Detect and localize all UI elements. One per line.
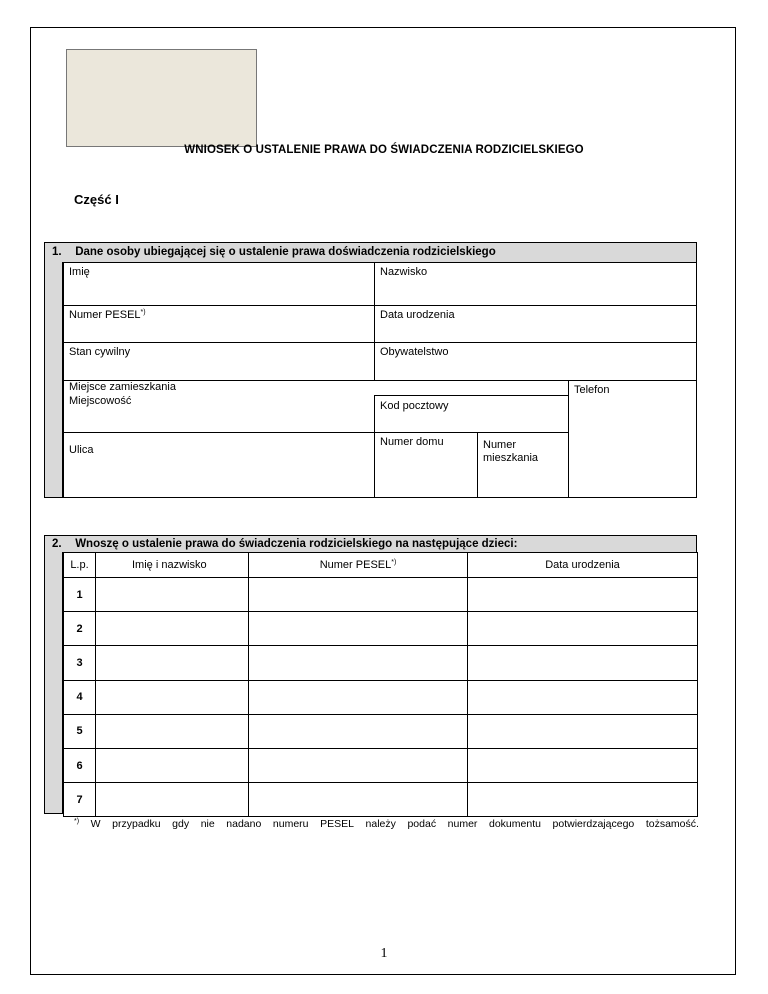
- citizenship-label: Obywatelstwo: [380, 346, 449, 358]
- section1-gutter: [44, 262, 63, 498]
- child-pesel-cell[interactable]: [249, 783, 468, 817]
- footnote-word: gdy: [172, 818, 190, 830]
- row-number: 4: [64, 680, 96, 714]
- pesel-label: Numer PESEL: [69, 309, 141, 321]
- footnote-word: należy: [365, 818, 396, 830]
- footnote-word: nadano: [226, 818, 262, 830]
- child-birth-date-cell[interactable]: [468, 646, 698, 680]
- last-name-label: Nazwisko: [380, 266, 428, 278]
- apartment-number-field[interactable]: [477, 432, 569, 498]
- residence-label: Miejsce zamieszkania: [64, 381, 364, 395]
- marital-status-label: Stan cywilny: [69, 346, 131, 358]
- pesel-field[interactable]: [63, 305, 375, 343]
- first-name-label: Imię: [69, 266, 90, 278]
- table-row: [64, 783, 698, 817]
- street-field[interactable]: [64, 433, 372, 497]
- phone-field[interactable]: [568, 380, 697, 498]
- column-header-birth-date: Data urodzenia: [468, 553, 698, 578]
- child-pesel-cell[interactable]: [249, 714, 468, 748]
- children-table-header: [64, 553, 698, 578]
- document-page: [30, 27, 736, 975]
- postal-code-field[interactable]: [374, 395, 569, 433]
- row-number: 2: [64, 612, 96, 646]
- footnote-word: tożsamość.: [645, 818, 699, 830]
- child-name-cell[interactable]: [96, 578, 249, 612]
- table-row: [64, 578, 698, 612]
- column-header-pesel-label: Numer PESEL: [319, 559, 392, 571]
- child-pesel-cell[interactable]: [249, 748, 468, 782]
- child-pesel-cell[interactable]: [249, 578, 468, 612]
- footnote-word: numeru: [272, 818, 309, 830]
- house-number-label: Numer domu: [380, 436, 444, 448]
- city-label: Miejscowość: [69, 395, 132, 407]
- child-birth-date-cell[interactable]: [468, 714, 698, 748]
- row-number: 5: [64, 714, 96, 748]
- section2-title: Wnoszę o ustalenie prawa do świadczenia rodzicielskiego na następujące dzieci:: [75, 538, 518, 550]
- child-name-cell[interactable]: [96, 612, 249, 646]
- footnote-word: W: [90, 818, 101, 830]
- document-title: WNIOSEK O USTALENIE PRAWA DO ŚWIADCZENIA RODZICIELSKIEGO: [184, 144, 584, 156]
- child-birth-date-cell[interactable]: [468, 748, 698, 782]
- child-name-cell[interactable]: [96, 680, 249, 714]
- table-row: [64, 714, 698, 748]
- house-number-field[interactable]: [374, 432, 478, 498]
- footnote-word: numer: [447, 818, 478, 830]
- footnote-word: potwierdzającego: [552, 818, 635, 830]
- footnote-word: dokumentu: [489, 818, 541, 830]
- birth-date-field[interactable]: [374, 305, 697, 343]
- section2-header: [44, 535, 697, 553]
- column-header-lp: L.p.: [64, 553, 96, 578]
- child-pesel-cell[interactable]: [249, 646, 468, 680]
- child-name-cell[interactable]: [96, 748, 249, 782]
- child-pesel-cell[interactable]: [249, 612, 468, 646]
- phone-label: Telefon: [574, 384, 610, 396]
- footnote-word: PESEL: [320, 818, 354, 830]
- table-row: [64, 646, 698, 680]
- page-number: 1: [380, 946, 388, 961]
- row-number: 7: [64, 783, 96, 817]
- section2-gutter: [44, 552, 63, 814]
- column-header-pesel: [249, 553, 468, 578]
- pesel-footnote-mark: *): [140, 309, 146, 316]
- citizenship-field[interactable]: [374, 342, 697, 381]
- footnote-word: podać: [407, 818, 437, 830]
- postal-code-label: Kod pocztowy: [380, 400, 449, 412]
- last-name-field[interactable]: [374, 262, 697, 306]
- city-field[interactable]: [64, 395, 372, 431]
- birth-date-label: Data urodzenia: [380, 309, 455, 321]
- child-name-cell[interactable]: [96, 714, 249, 748]
- table-row: [64, 680, 698, 714]
- first-name-field[interactable]: [63, 262, 375, 306]
- column-header-name: Imię i nazwisko: [96, 553, 249, 578]
- apartment-number-label: Numer mieszkania: [483, 439, 539, 464]
- office-stamp-box: [66, 49, 257, 147]
- child-name-cell[interactable]: [96, 783, 249, 817]
- section1-number: 1.: [52, 246, 62, 258]
- footnote-mark: *): [74, 818, 80, 825]
- child-name-cell[interactable]: [96, 646, 249, 680]
- row-number: 6: [64, 748, 96, 782]
- row-number: 3: [64, 646, 96, 680]
- section1-header: [44, 242, 697, 263]
- row-number: 1: [64, 578, 96, 612]
- marital-status-field[interactable]: [63, 342, 375, 381]
- footnote-word: nie: [200, 818, 215, 830]
- child-birth-date-cell[interactable]: [468, 783, 698, 817]
- child-birth-date-cell[interactable]: [468, 680, 698, 714]
- footnote: [74, 818, 699, 830]
- children-table: [63, 552, 698, 817]
- child-pesel-cell[interactable]: [249, 680, 468, 714]
- child-birth-date-cell[interactable]: [468, 612, 698, 646]
- section1-title: Dane osoby ubiegającej się o ustalenie prawa doświadczenia rodzicielskiego: [75, 246, 496, 258]
- footnote-word: przypadku: [112, 818, 161, 830]
- table-row: [64, 748, 698, 782]
- street-label: Ulica: [69, 444, 94, 456]
- pesel-footnote-mark: *): [391, 559, 397, 566]
- table-row: [64, 612, 698, 646]
- part-title: Część I: [74, 192, 119, 207]
- section2-number: 2.: [52, 538, 62, 550]
- child-birth-date-cell[interactable]: [468, 578, 698, 612]
